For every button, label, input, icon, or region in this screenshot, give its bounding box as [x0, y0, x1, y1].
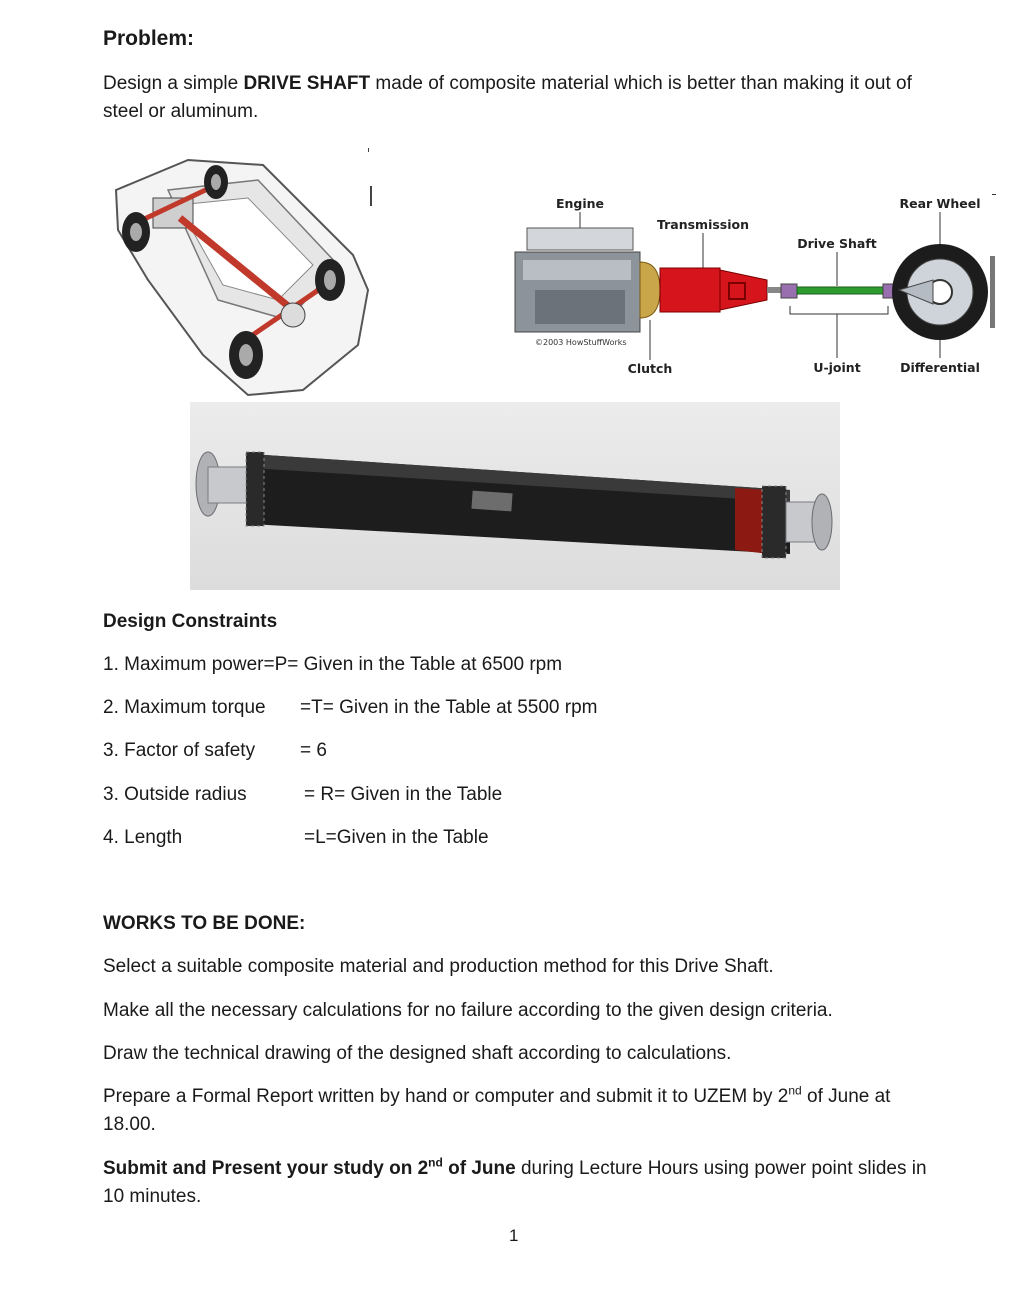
- present-text-end: during Lecture Hours using power point slides in 10 minutes.: [103, 1158, 927, 1207]
- intro-paragraph: [103, 70, 933, 126]
- composite-shaft-drawing: [190, 402, 840, 590]
- report-text-end: of June at 18.00.: [103, 1086, 891, 1135]
- text-cursor-mark: [370, 186, 372, 206]
- transmission-body: [660, 268, 720, 312]
- work-item-3: Draw the technical drawing of the designed shaft according to calculations.: [103, 1043, 732, 1064]
- clutch-housing: [640, 262, 660, 318]
- engine-block: [515, 228, 640, 332]
- present-bold-start: Submit and Present your study on 2: [103, 1158, 429, 1179]
- label-clutch: Clutch: [627, 361, 673, 376]
- works-title: WORKS TO BE DONE:: [103, 913, 306, 934]
- copyright-text: ©2003 HowStuffWorks: [535, 338, 627, 347]
- label-drive-shaft: Drive Shaft: [797, 236, 877, 251]
- wheel-rear-right: [315, 259, 345, 301]
- work-item-1: Select a suitable composite material and production method for this Drive Shaft.: [103, 956, 774, 977]
- present-superscript: nd: [428, 1155, 443, 1170]
- design-constraints-title: Design Constraints: [103, 611, 278, 632]
- constraint-3-value: = 6: [300, 740, 327, 761]
- wheel-front-left: [122, 212, 150, 252]
- work-item-2: Make all the necessary calculations for no failure according to the given design criteria.: [103, 1000, 833, 1021]
- car-chassis-illustration: [108, 150, 373, 398]
- transmission-tail: [720, 270, 767, 310]
- intro-text-end: made of composite material which is better than making it out of steel or aluminum.: [103, 73, 912, 122]
- constraint-5-value: =L=Given in the Table: [304, 827, 489, 848]
- stray-mark-right: [992, 194, 996, 195]
- constraint-5-label: 4. Length: [103, 827, 183, 848]
- wheel-front-right: [204, 165, 228, 199]
- report-instruction: [103, 1083, 933, 1139]
- wheel-rear-left: [229, 331, 263, 379]
- drivetrain-diagram: [505, 190, 995, 382]
- label-transmission: Transmission: [656, 217, 750, 232]
- u-joint-front: [781, 284, 797, 298]
- composite-shaft-photo: [190, 402, 840, 590]
- constraint-4-label: 3. Outside radius: [103, 784, 247, 805]
- constraint-2-value: =T= Given in the Table at 5500 rpm: [300, 697, 598, 718]
- stray-mark-top: [368, 148, 369, 152]
- present-bold-end: of June: [442, 1158, 516, 1179]
- constraint-1-label: 1. Maximum power=P= Given in the Table at 6500 rpm: [103, 654, 563, 675]
- constraint-4-value: = R= Given in the Table: [304, 784, 503, 805]
- present-instruction: [103, 1155, 933, 1211]
- label-engine: Engine: [555, 196, 605, 211]
- page-heading: Problem:: [103, 27, 195, 50]
- intro-text-start: Design a simple: [103, 73, 244, 94]
- constraint-2-label: 2. Maximum torque: [103, 697, 266, 718]
- intro-bold-drive-shaft: DRIVE SHAFT: [243, 73, 371, 94]
- rear-wheel-differential: [892, 244, 995, 340]
- constraint-3-label: 3. Factor of safety: [103, 740, 256, 761]
- drive-shaft-tube: [797, 287, 883, 294]
- label-u-joint: U-joint: [813, 360, 861, 375]
- report-superscript: nd: [788, 1083, 802, 1098]
- label-rear-wheel: Rear Wheel: [899, 196, 981, 211]
- page-number: 1: [509, 1226, 519, 1245]
- label-differential: Differential: [900, 360, 980, 375]
- report-text-start: Prepare a Formal Report written by hand or computer and submit it to UZEM by 2: [103, 1086, 789, 1107]
